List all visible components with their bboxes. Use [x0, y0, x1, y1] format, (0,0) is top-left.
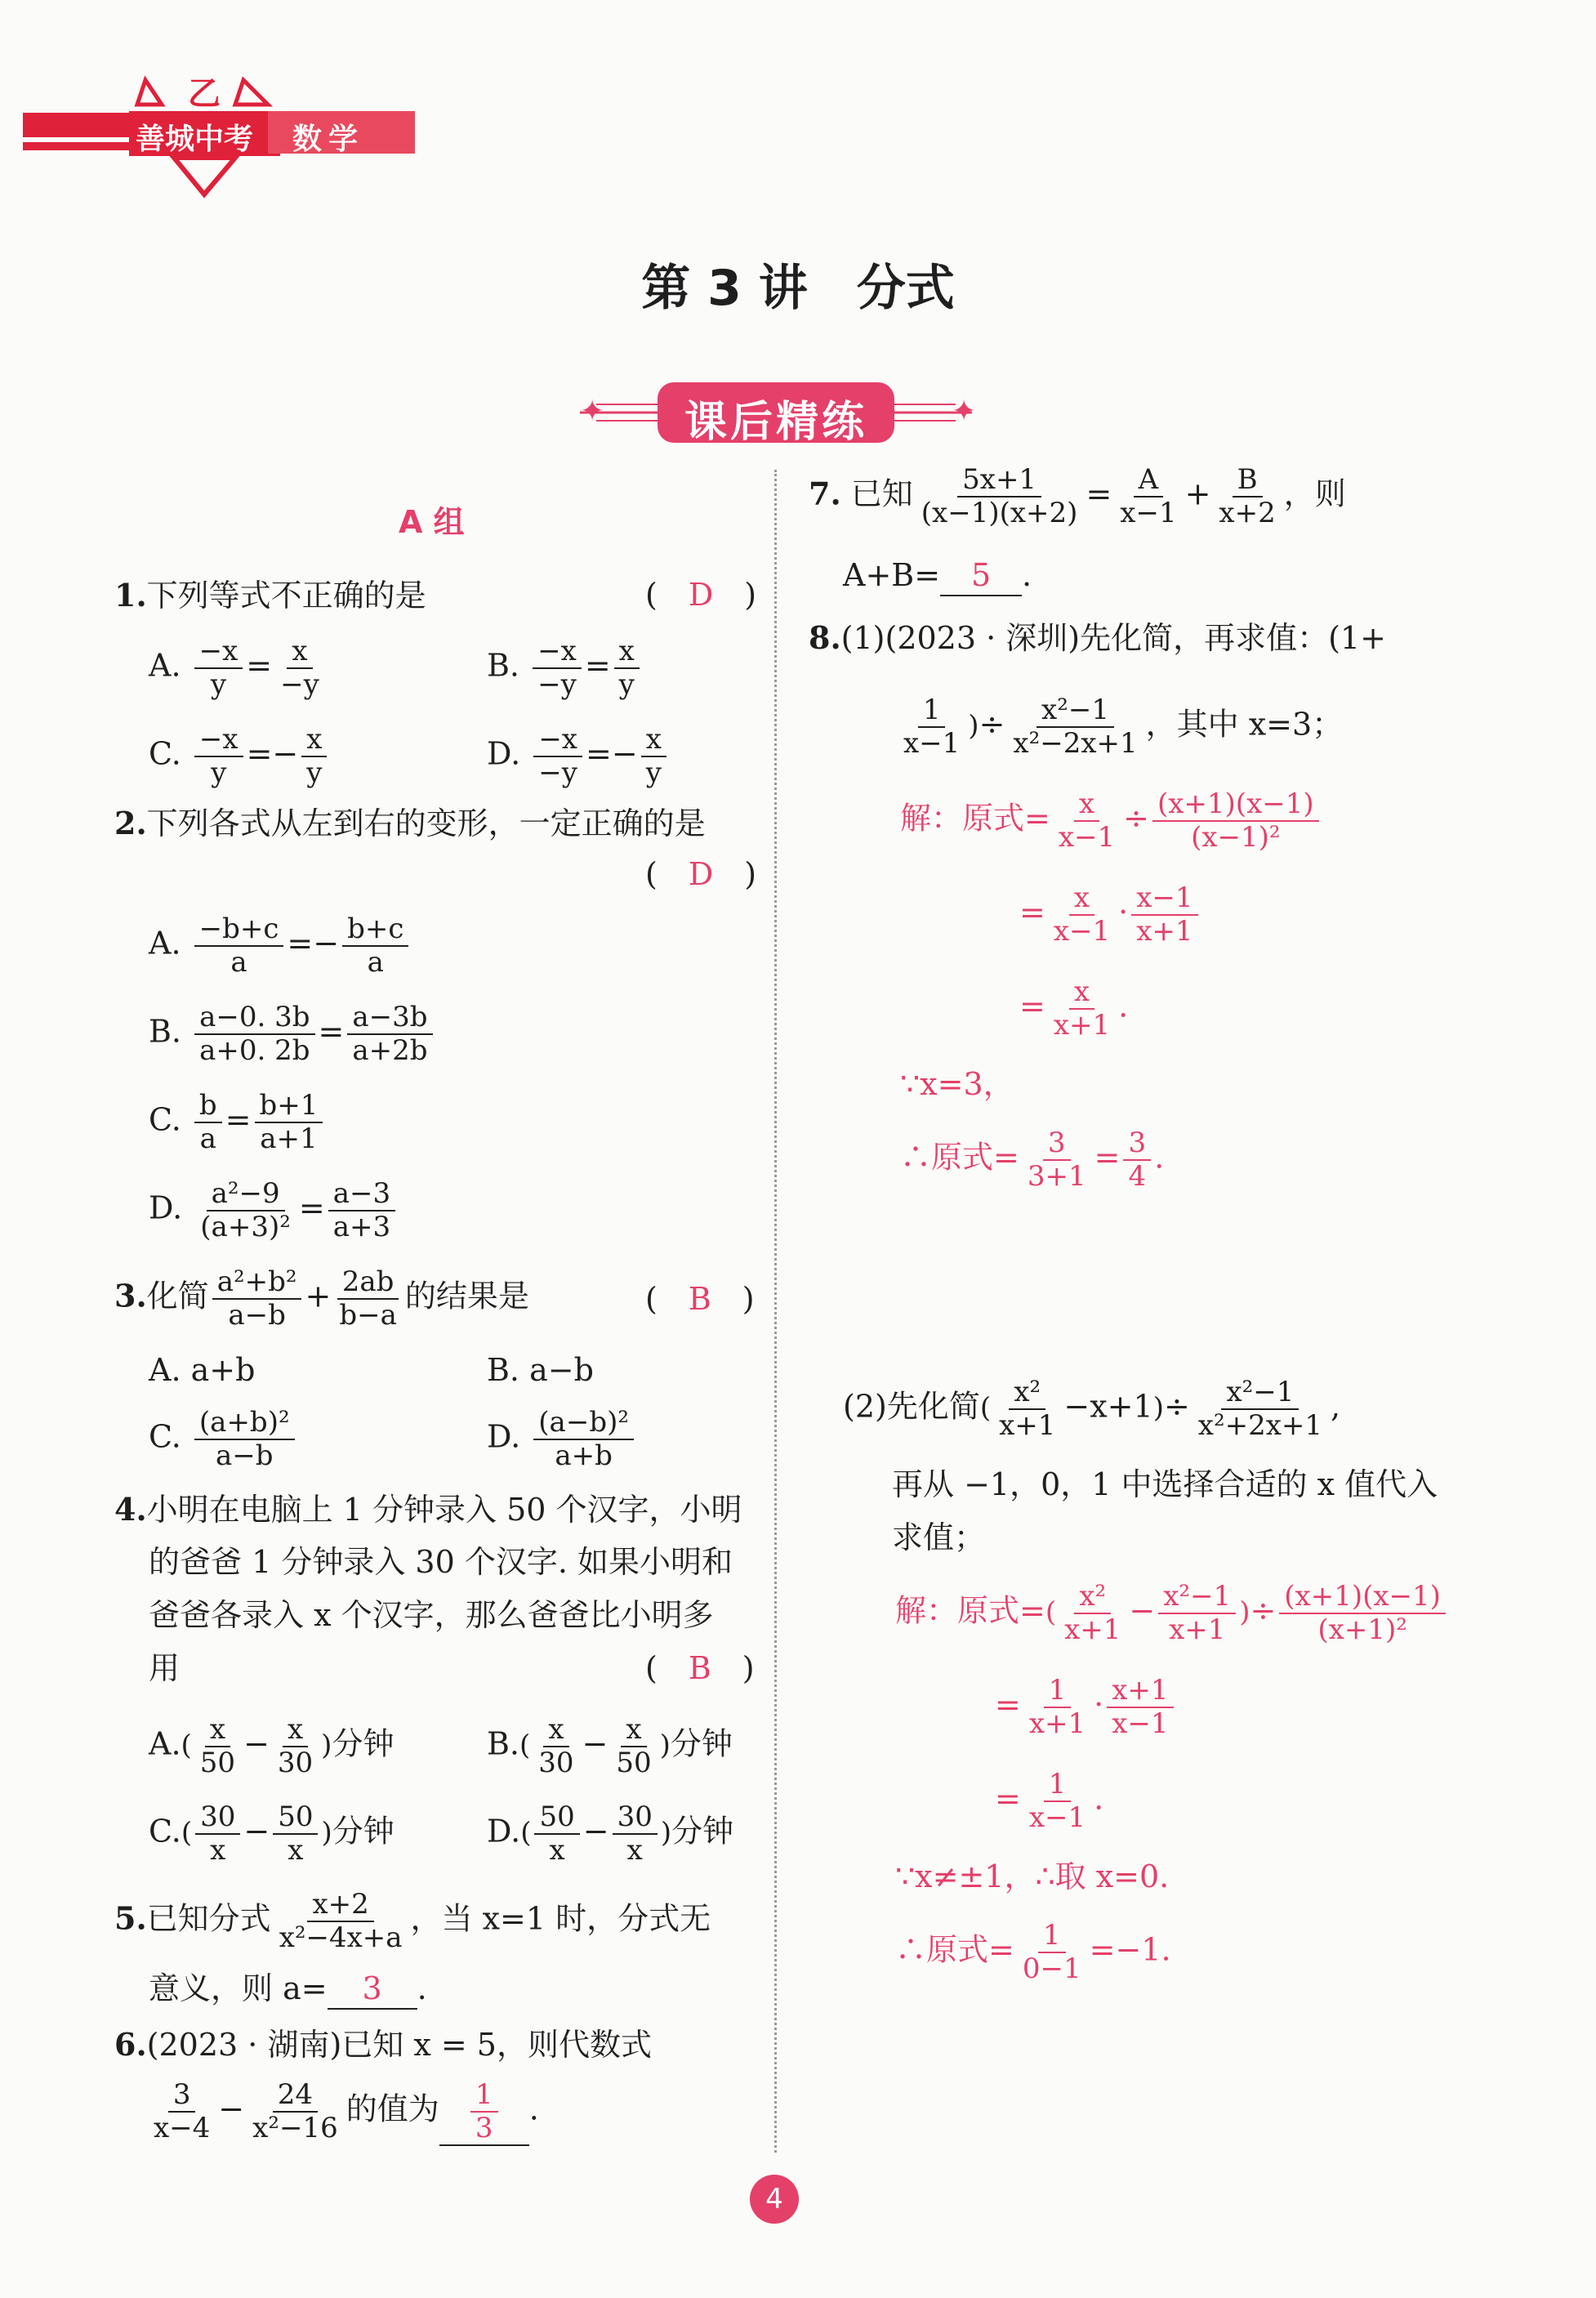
- q8-p1-line2: $\frac{1}{x-1}$ )÷ $\frac{\text{x²−1}}{\text{x²−2x+1}}$ ，其中 x=3；: [903, 694, 1344, 761]
- q8-t4: ∵x≠±1，∴取 x=0.: [895, 1858, 1170, 1894]
- page-number: 4: [765, 2183, 783, 2215]
- q1-option-a: A. $\frac{-x}{y}$ = $\frac{x}{-y}$: [149, 635, 319, 702]
- q8-t1: 解：原式=( $\frac{\text{x²}}{x+1}$ − $\frac{\text{x²−1}}{x+1}$ )÷ $\frac{(x+1)(x-1)}{\text{(x+1)²}}$: [895, 1581, 1449, 1646]
- q4-line1: 4.小明在电脑上 1 分钟录入 50 个汉字，小明: [114, 1491, 742, 1528]
- group-a-label: A 组: [399, 504, 465, 540]
- q4-answer: ( B ): [645, 1650, 755, 1686]
- q2-option-a: A. $\frac{-b+c}{a}$ =− $\frac{b+c}{a}$: [149, 913, 412, 979]
- q6-answer-blank: $\frac{1}{3}$: [439, 2079, 529, 2146]
- q1-stem: 1.下列等式不正确的是: [114, 577, 426, 614]
- q8-p2-line1: (2)先化简( $\frac{\text{x²}}{x+1}$ −x+1)÷ $\frac{\text{x²−1}}{\text{x²+2x+1}}$ ,: [843, 1376, 1341, 1443]
- q2-stem: 2.下列各式从左到右的变形，一定正确的是: [114, 805, 706, 841]
- q3-option-c: C. $\frac{\text{(a+b)²}}{a-b}$: [149, 1407, 298, 1472]
- q8-t2: = $\frac{1}{x+1}$ · $\frac{x+1}{x-1}$: [995, 1675, 1177, 1740]
- q8-t3: = $\frac{1}{x-1}$ .: [995, 1768, 1104, 1835]
- svg-text:✦: ✦: [952, 395, 977, 428]
- column-divider: [774, 470, 777, 2153]
- svg-text:✦: ✦: [580, 395, 605, 428]
- q8-p1-line1: 8.(1)(2023 · 深圳)先化简，再求值：(1+: [809, 619, 1386, 656]
- q7-line2: A+B= 5 .: [843, 557, 1032, 596]
- page-number-badge: [750, 2175, 799, 2224]
- q4-option-d: D.( $\frac{50}{x}$ − $\frac{30}{x}$ )分钟: [487, 1800, 734, 1867]
- header-logo: [23, 72, 415, 203]
- q4-line2: 的爸爸 1 分钟录入 30 个汉字. 如果小明和: [149, 1544, 733, 1580]
- q5-line2: 意义，则 a= 3 .: [149, 1970, 427, 2010]
- q8-s2: = $\frac{x}{x-1}$ · $\frac{x-1}{x+1}$: [1019, 882, 1201, 948]
- q8-p2-line3: 求值；: [892, 1519, 986, 1555]
- q2-option-b: B. $\frac{a-0. 3b}{a+0. 2b}$ = $\frac{a-3b}{a+2b}$: [149, 1002, 436, 1067]
- q4-line3: 爸爸各录入 x 个汉字，那么爸爸比小明多: [149, 1597, 714, 1633]
- q8-s5: ∴原式= $\frac{3}{3+1}$ = $\frac{3}{4}$ .: [900, 1127, 1165, 1194]
- q3-option-d: D. $\frac{\text{(a−b)²}}{a+b}$: [487, 1407, 637, 1472]
- section-banner: [564, 376, 988, 449]
- q8-s1: 解：原式= $\frac{x}{x-1}$ ÷ $\frac{(x+1)(x-1)}{\text{(x−1)²}}$: [900, 788, 1322, 854]
- q2-option-c: C. $\frac{b}{a}$ = $\frac{b+1}{a+1}$: [149, 1090, 326, 1155]
- q3-stem: 3.化简 $\frac{\text{a²+b²}}{a-b}$ + $\frac{2ab}{b-a}$ 的结果是: [114, 1265, 529, 1332]
- q2-option-d: D. $\frac{\text{a²−9}}{\text{(a+3)²}}$ = $\frac{a-3}{a+3}$: [149, 1178, 399, 1243]
- q8-s3: = $\frac{x}{x+1}$ .: [1019, 975, 1129, 1042]
- q7-line1: 7. 已知 $\frac{5x+1}{(x-1)(x+2)}$ = $\frac{A}{x-1}$ + $\frac{B}{x+2}$ ，则: [809, 463, 1346, 530]
- q1-answer: ( D ): [645, 577, 757, 613]
- q8-s4: ∵x=3，: [900, 1066, 1014, 1102]
- q4-option-c: C.( $\frac{30}{x}$ − $\frac{50}{x}$ )分钟: [149, 1800, 395, 1867]
- q8-p2-line2: 再从 −1，0，1 中选择合适的 x 值代入: [892, 1466, 1438, 1502]
- q3-answer: ( B ): [645, 1281, 755, 1317]
- banner-text: 课后精练: [684, 398, 867, 447]
- q1-option-d: D. $\frac{-x}{-y}$ =− $\frac{x}{y}$: [487, 724, 670, 789]
- q5-line1: 5.已知分式 $\frac{x+2}{\text{x²−4x+a}}$ ，当 x=1 时，分式无: [114, 1888, 711, 1955]
- q4-option-b: B.( $\frac{x}{30}$ − $\frac{x}{50}$ )分钟: [487, 1713, 733, 1780]
- q2-answer: ( D ): [645, 856, 757, 892]
- q4-option-a: A.( $\frac{x}{50}$ − $\frac{x}{30}$ )分钟: [149, 1713, 395, 1780]
- q4-line4: 用: [149, 1650, 181, 1686]
- q5-answer-blank: 3: [328, 1970, 417, 2010]
- q3-option-b: B. a−b: [487, 1352, 594, 1388]
- q7-answer-blank: 5: [940, 557, 1022, 596]
- q6-line2: $\frac{3}{x-4}$ − $\frac{24}{\text{x²−16}}$ 的值为 $\frac{1}{3}$ .: [145, 2079, 539, 2146]
- q1-option-b: B. $\frac{-x}{-y}$ = $\frac{x}{y}$: [487, 636, 643, 701]
- q8-t5: ∴原式= $\frac{1}{0-1}$ =−1.: [895, 1919, 1171, 1986]
- brand-label: 善城中考: [136, 123, 254, 156]
- svg-text:乙: 乙: [188, 75, 221, 113]
- q3-option-a: A. a+b: [149, 1352, 256, 1388]
- subject-label: 数学: [292, 123, 365, 156]
- q6-line1: 6.(2023 · 湖南)已知 x = 5，则代数式: [114, 2026, 652, 2063]
- q1-option-c: C. $\frac{-x}{y}$ =− $\frac{x}{y}$: [149, 724, 330, 789]
- page-title: 第 3 讲 分式: [641, 260, 955, 317]
